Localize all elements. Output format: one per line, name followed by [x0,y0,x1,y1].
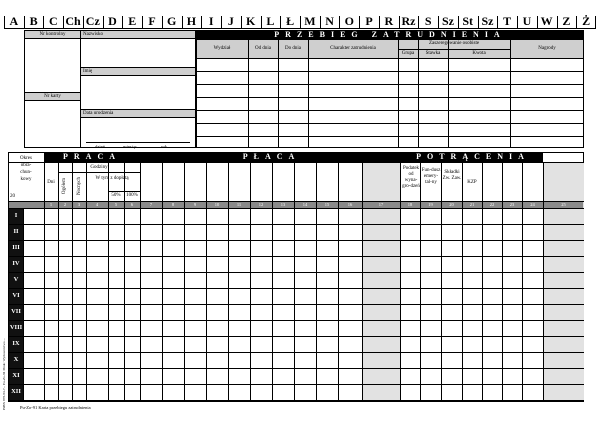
alphabet-letter[interactable]: Ch [65,14,81,28]
main-row-line [8,162,584,163]
divider [24,38,196,39]
column-number: 12 [258,202,264,207]
divider [398,49,510,50]
table-row-line [8,352,584,353]
table-row-line [8,272,584,273]
column-number: 10 [214,202,220,207]
main-col-line [338,162,339,402]
month-label: III [12,244,20,251]
przebieg-row-line [196,97,584,98]
main-col-line [162,162,163,402]
main-col-line [420,162,421,402]
w-tym-label: W tym z dopłatą [95,176,129,181]
do-dnia-label: Do dnia [285,46,301,51]
shaded-column [363,162,400,401]
form-footer: Pu-Zo-91 Karta przebiegu zatrudnienia [20,405,91,410]
main-col-line [124,162,125,402]
main-col-line [294,162,295,402]
main-col-line [86,162,87,402]
okres-label-1: Okres [20,156,32,161]
godziny-label: Godziny [90,165,108,170]
nr-karty-label: Nr karty [44,94,61,99]
month-label: VII [11,308,21,315]
main-col-line [206,162,207,402]
potracenia-title: POTRĄCENIA [403,152,543,162]
month-label: XI [12,372,20,379]
divider [80,117,196,118]
dob-line [86,142,190,143]
alphabet-letter[interactable]: W [540,14,553,28]
alphabet-letter[interactable]: U [522,14,532,28]
przebieg-col-line [510,40,511,148]
alphabet-letter[interactable]: R [384,14,394,28]
main-col-line [72,162,73,402]
dob-day: dzień [95,144,105,149]
grupa-label: Grupa [401,51,415,56]
month-label: VIII [9,324,23,331]
alphabet-letter[interactable]: B [29,14,38,28]
column-number: 7 [149,202,153,207]
table-row-line [8,288,584,289]
imie-label: Imię [83,69,93,74]
column-number: 24 [530,202,535,207]
column-number: 1 [49,202,53,207]
column-number: 2 [63,202,67,207]
month-label: XII [11,388,21,395]
table-row-line [8,384,584,385]
month-label: IX [12,340,20,347]
column-number: 20 [449,202,454,207]
divider [80,30,81,148]
alphabet-letter[interactable]: A [9,14,19,28]
przebieg-row-line [196,136,584,137]
alphabet-letter[interactable]: H [186,14,197,28]
alphabet-letter[interactable]: S [424,14,432,28]
alphabet-letter[interactable]: P [365,14,373,28]
main-col-line [482,162,483,402]
main-table [8,152,584,402]
column-number: 6 [130,202,134,207]
nr-kontrolny-label: Nr kontrolny [39,32,66,37]
od-dnia-label: Od dnia [255,46,271,51]
przebieg-col-line [278,40,279,148]
wydzial-label: Wydział [213,46,231,51]
table-row-line [8,400,584,401]
main-col-line [316,162,317,402]
nocnych-label: Nocnych [77,176,82,196]
column-number: 13 [280,202,286,207]
okres-label-3: chun- [20,170,32,175]
column-number: 14 [302,202,308,207]
year-prefix: 20 [10,194,15,199]
alphabet-letter[interactable]: Rz [401,14,416,28]
pct100-label: 100% [126,193,138,198]
column-number: 11 [236,202,242,207]
zaszeregowanie-label: Zaszeregowanie osobiste [428,41,480,46]
alphabet-letter[interactable]: C [48,14,58,28]
alphabet-letter[interactable]: Cz [85,14,100,28]
main-col-line [44,162,45,402]
stawka-label: Stawka [425,51,441,56]
month-label: VI [12,292,20,299]
skladki-label: Składki Zw. Zaw. [442,170,462,181]
main-col-line [228,162,229,402]
alphabet-letter[interactable]: F [148,14,156,28]
month-label: IV [12,260,20,267]
alphabet-letter[interactable]: L [266,14,275,28]
przebieg-title: PRZEBIEG ZATRUDNIENIA [196,30,584,40]
table-row-line [8,240,584,241]
dob-year: rok [161,144,167,149]
main-col-line [522,162,523,402]
przebieg-row-line [196,84,584,85]
ogolem-label: Ogółem [62,177,67,195]
table-row-line [8,320,584,321]
alphabet-letter[interactable]: J [227,14,234,28]
column-number: 21 [469,202,475,207]
alphabet-letter[interactable]: I [208,14,214,28]
column-number: 18 [407,202,413,207]
alphabet-letter[interactable]: St [462,14,474,28]
month-label: X [13,356,19,363]
table-row-line [8,304,584,305]
nagrody-label: Nagrody [538,46,556,51]
main-col-line [140,162,141,402]
okres-label-2: obra- [20,163,32,168]
column-number: 22 [489,202,495,207]
month-label: II [13,228,19,235]
placa-title: PŁACA [140,152,403,162]
personal-block [24,30,196,148]
przebieg-col-line [248,40,249,148]
nazwisko-label: Nazwisko [83,32,103,37]
przebieg-row-line [196,58,584,59]
alphabet-letter[interactable]: G [167,14,177,28]
column-number: 23 [509,202,515,207]
column-number: 4 [95,202,99,207]
main-col-line [543,162,544,402]
column-number: 16 [347,202,353,207]
alphabet-letter[interactable]: M [304,14,316,28]
column-number: 3 [77,202,81,207]
column-number: 8 [171,202,175,207]
pct50-label: 50% [111,193,121,198]
main-col-line [362,162,363,402]
main-col-line [502,162,503,402]
table-row-line [8,368,584,369]
alphabet-letter[interactable]: Sz [441,14,454,28]
column-number: 19 [428,202,433,207]
main-col-line [272,162,273,402]
dob-month: miesiąc [123,144,137,149]
side-print-info: ISBN 978-83-7... Pu-Zo-91 Druk: Wydawnictwo ... [2,337,6,410]
column-number: 25 [561,202,566,207]
alphabet-letter[interactable]: K [245,14,256,28]
divider [80,75,196,76]
month-label: I [14,212,18,219]
przebieg-row-line [196,123,584,124]
main-col-line [400,162,401,402]
main-col-line [250,162,251,402]
alphabet-letter[interactable]: O [344,14,354,28]
przebieg-row-line [196,71,584,72]
main-col-line [462,162,463,402]
przebieg-row-line [196,110,584,111]
column-number: 9 [193,202,197,207]
alphabet-letter[interactable]: Z [562,14,571,28]
table-row-line [8,256,584,257]
charakter-label: Charakter zatrudnienia [330,46,376,51]
kzp-label: KZP [467,180,477,185]
main-row-line [8,208,584,209]
main-col-line [108,162,109,402]
alphabet-letter[interactable]: Ł [286,14,295,28]
przebieg-col-line [418,40,419,148]
alphabet-tick [595,16,596,29]
divider [58,172,140,173]
alphabet-strip [4,13,596,29]
kwota-label: Kwota [472,51,486,56]
divider [24,100,80,101]
column-number: 5 [114,202,118,207]
month-label: V [13,276,19,283]
przebieg-col-line [308,40,309,148]
alphabet-letter[interactable]: Ż [582,14,591,28]
main-col-line [58,162,59,402]
table-row-line [8,336,584,337]
fundusz-label: Fun-dusz emery-tal-ny [421,168,441,185]
main-col-line [441,162,442,402]
column-number: 15 [324,202,330,207]
okres-label-4: kowy [20,177,32,182]
alphabet-letter[interactable]: T [503,14,512,28]
podatek-label: Podatek od wyna-gro-dzeń [402,166,420,189]
table-row-line [8,224,584,225]
column-number: 17 [378,202,384,207]
alphabet-letter[interactable]: N [325,14,334,28]
alphabet-letter[interactable]: Sz [481,14,494,28]
shaded-column [544,162,584,401]
alphabet-letter[interactable]: D [108,14,117,28]
main-col-line [184,162,185,402]
przebieg-col-line [398,40,399,148]
dni-label: Dni [47,180,55,185]
alphabet-letter[interactable]: E [128,14,137,28]
praca-title: PRACA [44,152,140,162]
data-urodzenia-label: Data urodzenia [83,111,114,116]
przebieg-col-line [448,40,449,148]
